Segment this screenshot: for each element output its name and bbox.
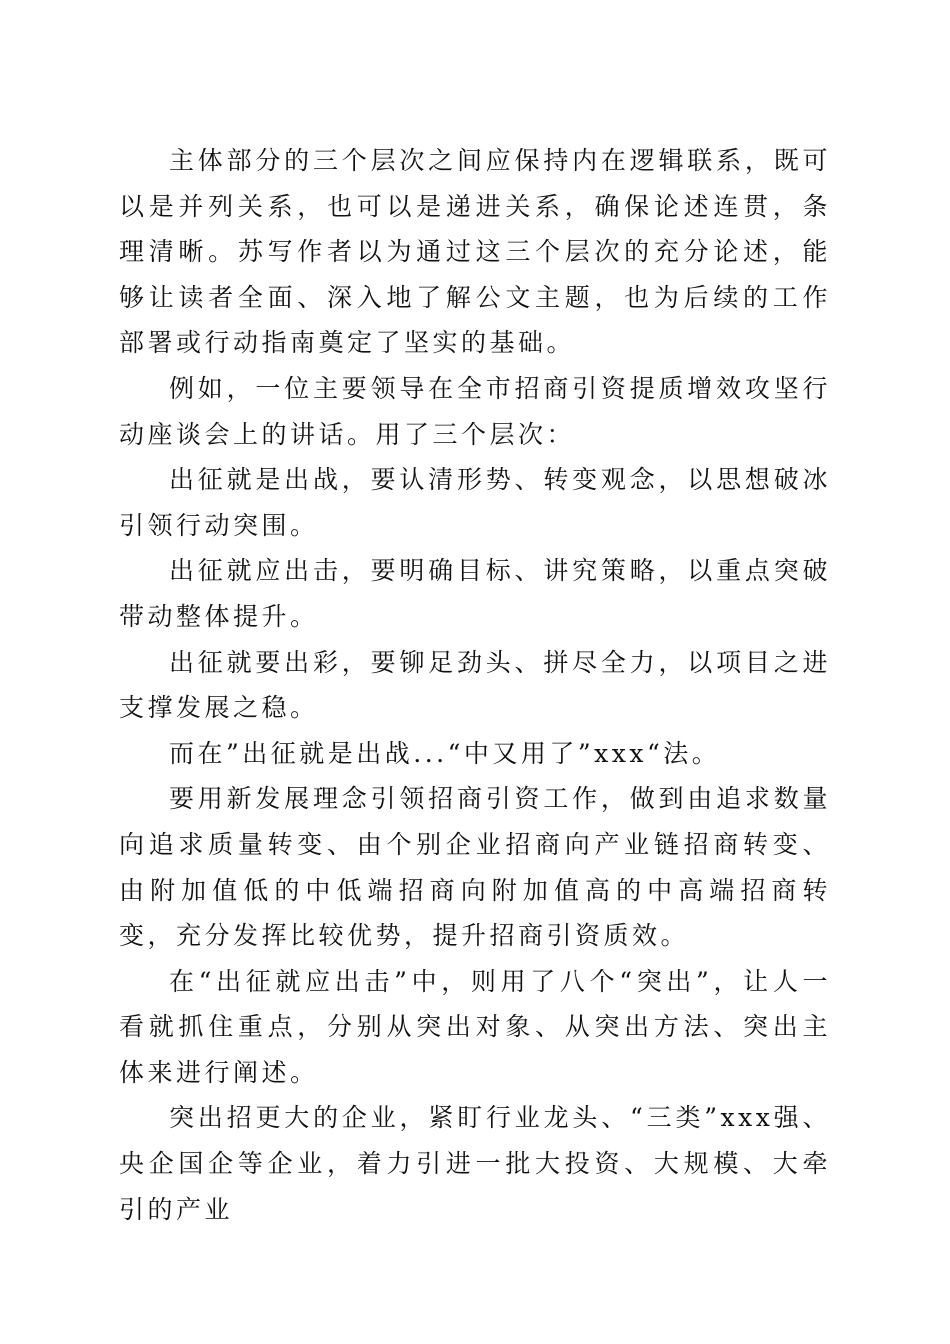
paragraph-bigger-enterprises: 突出招更大的企业，紧盯行业龙头、“三类”xxx强、央企国企等企业，着力引进一批大投资、大规模、大牵引的产业 [119, 1103, 831, 1224]
document-body [119, 138, 831, 1232]
paragraph-level-one: 出征就是出战，要认清形势、转变观念，以思想破冰引领行动突围。 [119, 465, 831, 540]
paragraph-level-two: 出征就应出击，要明确目标、讲究策略，以重点突破带动整体提升。 [119, 556, 831, 631]
paragraph-structure-logic: 主体部分的三个层次之间应保持内在逻辑联系，既可以是并列关系，也可以是递进关系，确保论述连贯，条理清晰。苏写作者以为通过这三个层次的充分论述，能够让读者全面、深入地了解公文主题，也为后续的工作部署或行动指南奠定了坚实的基础。 [119, 146, 831, 358]
paragraph-method-note: 而在”出征就是出战...“中又用了”xxx“法。 [169, 738, 721, 768]
paragraph-example-intro: 例如，一位主要领导在全市招商引资提质增效攻坚行动座谈会上的讲话。用了三个层次： [119, 373, 831, 449]
paragraph-level-three: 出征就要出彩，要铆足劲头、拼尽全力，以项目之进支撑发展之稳。 [119, 647, 831, 723]
paragraph-eight-highlights: 在“出征就应出击”中，则用了八个“突出”，让人一看就抓住重点，分别从突出对象、从突出方法、突出主体来进行阐述。 [119, 966, 831, 1087]
paragraph-new-concept: 要用新发展理念引领招商引资工作，做到由追求数量向追求质量转变、由个别企业招商向产业链招商转变、由附加值低的中低端招商向附加值高的中高端招商转变，充分发挥比较优势，提升招商引资质效。 [119, 784, 831, 951]
